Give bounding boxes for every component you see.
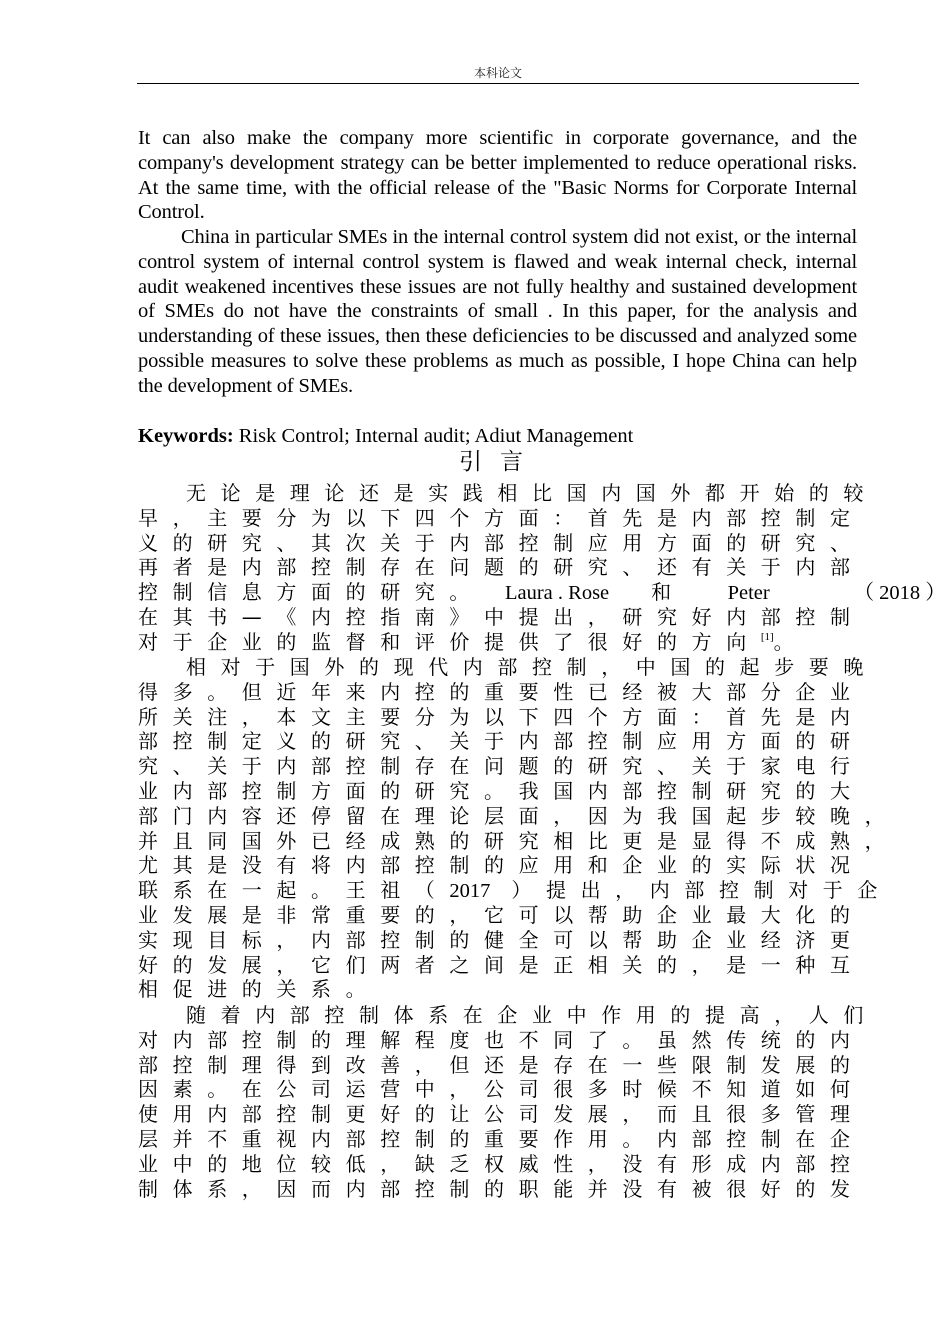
text-line: 对内部控制的理解程度也不同了。虽然传统的内 [138,1027,865,1052]
text-line: 所关注，本文主要分为以下四个方面：首先是内 [138,704,865,729]
text-line: 再者是内部控制存在问题的研究、还有关于内部 [138,555,865,580]
text-segment: 和 [651,580,686,605]
text-line [138,580,946,605]
text-segment: 联系在一起。王祖（ [138,878,450,903]
text-line: 部控制理得到改善，但还是存在一些限制发展的 [138,1052,865,1077]
text-line: 无论是理论还是实践相比国内国外都开始的较 [186,481,878,505]
text-line: 使用内部控制更好的让公司发展，而且很多管理 [138,1102,865,1127]
running-header: 本科论文 [473,66,522,80]
section-heading-text: 引言 [459,449,541,475]
text-line: 好的发展，它们两者之间是正相关的，是一种互 [138,952,865,977]
author-name: Peter [727,582,770,605]
text-segment: ）提出，内部控制对于企 [511,878,892,903]
keywords-label: Keywords: [138,425,234,447]
abstract-paragraph-2: China in particular SMEs in the internal control system did not exist, or the internal control system of internal control system is flawed and weak internal check, internal audit weakened incentives these issues are not fully healthy and sustained development of SMEs do not have the constraints of small . In this paper, for the analysis and understanding of these issues, then these deficiencies to be discussed and analyzed some possible measures to solve these problems as much as possible, I hope China can help the development of SMEs. [138,226,857,397]
citation-year: 2017 [449,880,491,903]
text-segment: 对于企业的监督和评价提供了很好的方向 [138,629,761,654]
text-line: 因素。在公司运营中，公司很多时候不知道如何 [138,1077,865,1102]
keywords-text: Risk Control; Internal audit; Adiut Management [233,425,634,447]
text-line: 早，主要分为以下四个方面：首先是内部控制定 [138,505,865,530]
text-line: 层并不重视内部控制的重要作用。内部控制在企 [138,1126,865,1151]
text-line: 尤其是没有将内部控制的应用和企业的实际状况 [138,853,865,878]
citation-ref[interactable]: [1] [760,630,774,643]
text-segment: 。 [773,629,809,654]
text-line: 在其书—《内控指南》中提出，研究好内部控制 [138,604,865,629]
text-line: 得多。但近年来内控的重要性已经被大部分企业 [138,679,865,704]
keywords [138,424,857,448]
citation-year: （ 2018 ） [853,582,946,605]
text-line: 部门内容还停留在理论层面，因为我国起步较晚， [138,803,900,828]
abstract-paragraph [138,126,857,225]
text-line: 并且同国外已经成熟的研究相比更是显得不成熟， [138,828,900,853]
abstract-paragraph [138,225,857,399]
text-line: 随着内部控制体系在企业中作用的提高，人们 [186,1003,878,1027]
text-line: 业中的地位较低，缺乏权威性，没有形成内部控 [138,1151,865,1176]
text-line: 相对于国外的现代内部控制，中国的起步要晚 [186,655,878,679]
abstract-paragraph-1: It can also make the company more scientific in corporate governance, and the company's development strategy can be better implemented to reduce operational risks. At the same time, with the official release of the "Basic Norms for Corporate Internal Control. [138,127,857,224]
author-name: Laura . Rose [504,582,610,605]
intro-paragraph-1 [138,481,946,655]
text-line [138,878,892,903]
text-line: 相促进的关系。 [138,977,381,1002]
text-line: 究、关于内部控制存在问题的研究、关于家电行 [138,754,865,779]
text-line: 业发展是非常重要的，它可以帮助企业最大化的 [138,902,865,927]
intro-paragraph-2 [138,655,900,1002]
text-line: 业内部控制方面的研究。我国内部控制研究的大 [138,778,865,803]
text-line: 实现目标，内部控制的健全可以帮助企业经济更 [138,927,865,952]
header-rule [137,83,859,84]
text-line [138,630,878,655]
intro-paragraph-3 [138,1003,878,1201]
section-heading [0,447,950,477]
text-line: 义的研究、其次关于内部控制应用方面的研究、 [138,530,865,555]
text-segment: 控制信息方面的研究。 [138,580,484,605]
text-line: 部控制定义的研究、关于内部控制应用方面的研 [138,729,865,754]
text-line: 制体系，因而内部控制的职能并没有被很好的发 [138,1176,865,1201]
